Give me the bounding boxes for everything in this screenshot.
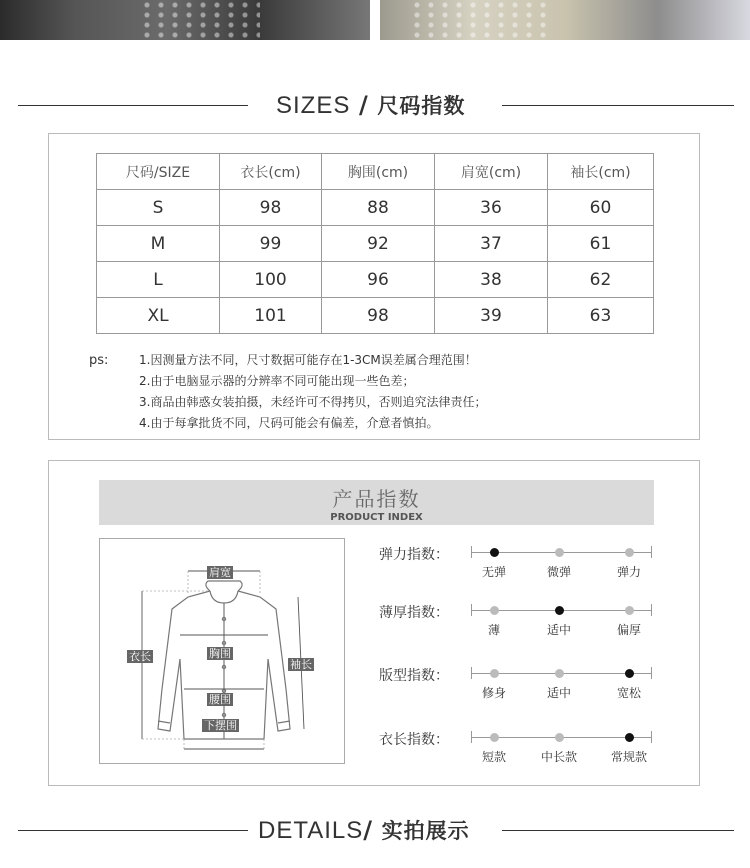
- label-waist: 腰围: [209, 693, 231, 706]
- index-scale-dot: [490, 606, 499, 615]
- index-scale-name: 薄厚指数：: [379, 605, 449, 621]
- product-photo-right: [380, 0, 750, 40]
- index-scale-dot: [625, 548, 634, 557]
- index-scale-option-label: 适中: [546, 623, 572, 637]
- table-row: [97, 298, 654, 334]
- index-scale-end-cap: [471, 546, 472, 558]
- note-line: 2.由于电脑显示器的分辨率不同可能出现一些色差；: [139, 374, 415, 388]
- cell-sleeve: 60: [548, 190, 654, 226]
- cell-chest: 98: [322, 298, 435, 334]
- title-rule-right: [502, 830, 734, 831]
- header-size: 尺码/SIZE: [97, 154, 220, 190]
- header-length: 衣长(cm): [220, 154, 322, 190]
- size-table-header-row: [97, 154, 654, 190]
- table-row: [97, 190, 654, 226]
- product-index-title-cn: 产品指数: [332, 487, 421, 511]
- cell-size: L: [97, 262, 220, 298]
- product-index-title-en: PRODUCT INDEX: [330, 512, 423, 523]
- index-scale-option-label: 偏厚: [616, 623, 642, 637]
- details-title-sep: /: [363, 816, 374, 844]
- cell-shoulder: 38: [435, 262, 548, 298]
- index-scale-track: [471, 673, 652, 700]
- index-scale-track: [471, 737, 652, 764]
- product-index-banner: [99, 480, 654, 525]
- cell-chest: 88: [322, 190, 435, 226]
- sizes-title: [276, 90, 465, 120]
- index-scale-name: 版型指数：: [379, 668, 449, 684]
- index-scale-option-label: 宽松: [616, 686, 642, 700]
- index-scale-option-label: 薄: [487, 623, 501, 637]
- cell-shoulder: 37: [435, 226, 548, 262]
- index-scale-option-label: 适中: [546, 686, 572, 700]
- index-scale-end-cap: [651, 731, 652, 743]
- header-shoulder: 肩宽(cm): [435, 154, 548, 190]
- index-scale-track: [471, 610, 652, 637]
- details-section-title: [0, 815, 750, 845]
- index-scale-option-label: 弹力: [616, 565, 642, 579]
- details-title: [258, 815, 470, 845]
- index-scale-option-label: 无弹: [481, 565, 507, 579]
- index-scale-dot-selected: [625, 669, 634, 678]
- sizes-title-sep: /: [359, 91, 369, 119]
- sizes-section-title: [0, 90, 750, 120]
- index-scale-dot-selected: [555, 606, 564, 615]
- note-line: 4.由于每拿批货不同，尺码可能会有偏差，介意者慎拍。: [139, 416, 439, 430]
- size-table: [96, 153, 654, 334]
- details-title-en: DETAILS: [258, 817, 364, 844]
- product-photo-left: [0, 0, 370, 40]
- index-scale-option-label: 常规款: [610, 750, 648, 764]
- title-rule-right: [502, 105, 734, 106]
- details-title-cn: 实拍展示: [381, 819, 470, 843]
- sizes-title-en: SIZES: [276, 92, 351, 119]
- cell-chest: 92: [322, 226, 435, 262]
- cell-shoulder: 36: [435, 190, 548, 226]
- notes-label: ps:: [89, 353, 109, 368]
- header-chest: 胸围(cm): [322, 154, 435, 190]
- index-scale-end-cap: [651, 667, 652, 679]
- index-scale-dot: [490, 733, 499, 742]
- cell-size: S: [97, 190, 220, 226]
- header-sleeve: 袖长(cm): [548, 154, 654, 190]
- index-scale-end-cap: [471, 731, 472, 743]
- index-scale-end-cap: [651, 546, 652, 558]
- product-index-panel: [48, 460, 700, 786]
- index-scale-track: [471, 552, 652, 579]
- label-chest: 胸围: [209, 647, 231, 660]
- index-scale-name: 衣长指数：: [379, 732, 449, 748]
- index-scale-dot: [555, 733, 564, 742]
- label-length: 衣长: [129, 650, 151, 663]
- index-scale-row: [379, 666, 679, 706]
- index-scale-dot: [490, 669, 499, 678]
- table-row: [97, 226, 654, 262]
- index-scale-dot: [555, 669, 564, 678]
- index-scale-row: [379, 545, 679, 585]
- size-chart-panel: [48, 133, 700, 440]
- product-photo-strip: [0, 0, 750, 40]
- cell-size: M: [97, 226, 220, 262]
- index-scale-dot-selected: [490, 548, 499, 557]
- table-row: [97, 262, 654, 298]
- index-scale-option-label: 微弹: [546, 565, 572, 579]
- index-scale-row: [379, 603, 679, 643]
- cell-sleeve: 63: [548, 298, 654, 334]
- index-scale-option-label: 修身: [481, 686, 507, 700]
- cell-length: 100: [220, 262, 322, 298]
- cell-size: XL: [97, 298, 220, 334]
- index-scale-dot: [555, 548, 564, 557]
- cell-length: 98: [220, 190, 322, 226]
- index-scale-dot: [625, 606, 634, 615]
- label-sleeve: 袖长: [290, 658, 312, 671]
- index-scale-name: 弹力指数：: [379, 547, 449, 563]
- cell-chest: 96: [322, 262, 435, 298]
- index-scale-option-label: 中长款: [540, 750, 578, 764]
- index-scale-dot-selected: [625, 733, 634, 742]
- index-scale-option-label: 短款: [481, 750, 507, 764]
- index-scale-row: [379, 730, 679, 770]
- label-shoulder: 肩宽: [209, 566, 231, 579]
- cell-length: 101: [220, 298, 322, 334]
- cell-sleeve: 61: [548, 226, 654, 262]
- index-scale-end-cap: [471, 667, 472, 679]
- note-line: 3.商品由韩惑女装拍摄，未经许可不得拷贝，否则追究法律责任；: [139, 395, 487, 409]
- label-hem: 下摆围: [204, 719, 237, 732]
- note-line: 1.因测量方法不同，尺寸数据可能存在1-3CM误差属合理范围！: [139, 353, 477, 367]
- title-rule-left: [18, 105, 248, 106]
- cell-shoulder: 39: [435, 298, 548, 334]
- index-scale-end-cap: [651, 604, 652, 616]
- notes-list: [139, 350, 589, 434]
- sizes-title-cn: 尺码指数: [377, 94, 466, 118]
- measurement-diagram: [99, 538, 345, 764]
- cell-length: 99: [220, 226, 322, 262]
- index-scale-end-cap: [471, 604, 472, 616]
- cell-sleeve: 62: [548, 262, 654, 298]
- title-rule-left: [18, 830, 248, 831]
